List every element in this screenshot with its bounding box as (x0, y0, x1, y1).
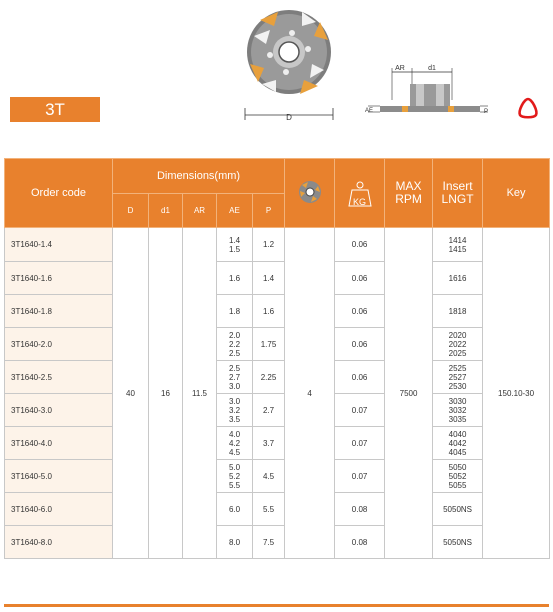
cell-line: 2.7 (228, 372, 241, 382)
cell-line: 2020 (448, 330, 467, 340)
header-sub-ar: AR (183, 194, 217, 228)
insert-cell (433, 228, 483, 262)
kg-cell: 0.06 (335, 361, 385, 394)
table-row (5, 460, 550, 493)
table-row (5, 295, 550, 328)
insert-cell (433, 526, 483, 559)
cell-line: 5.5 (228, 480, 241, 490)
header-dimensions: Dimensions(mm) (113, 159, 285, 194)
table-row (5, 328, 550, 361)
cell-line: 2525 (448, 363, 467, 373)
order-code-cell: 3T1640-5.0 (5, 460, 113, 493)
ae-cell (217, 328, 253, 361)
cell-line: 4.0 (228, 429, 241, 439)
ae-cell (217, 228, 253, 262)
order-code-cell: 3T1640-2.0 (5, 328, 113, 361)
order-code-cell: 3T1640-1.4 (5, 228, 113, 262)
p-cell: 4.5 (253, 460, 285, 493)
table-row (5, 493, 550, 526)
header-sub-p: P (253, 194, 285, 228)
insert-cell (433, 361, 483, 394)
insert-cell (433, 394, 483, 427)
ae-cell (217, 460, 253, 493)
insert-cell (433, 328, 483, 361)
cell-line: 4042 (448, 438, 467, 448)
ae-cell (217, 262, 253, 295)
cell-line: 3030 (448, 396, 467, 406)
cell-line: 1.5 (228, 244, 241, 254)
cell-line: 3.5 (228, 414, 241, 424)
cell-line: 5.0 (228, 462, 241, 472)
header-sub-d1: d1 (149, 194, 183, 228)
cell-line: 2527 (448, 372, 467, 382)
p-cell: 2.7 (253, 394, 285, 427)
kg-cell: 0.08 (335, 493, 385, 526)
cell-line: 3.0 (228, 396, 241, 406)
cell-line: 3035 (448, 414, 467, 424)
header-weight (335, 159, 385, 228)
cell-line: 3.2 (228, 405, 241, 415)
cell-line: 2.0 (228, 330, 241, 340)
cell-line: 1818 (448, 306, 467, 316)
bottom-rule (4, 604, 549, 607)
d-cell: 40 (113, 228, 149, 559)
ae-cell (217, 526, 253, 559)
cutter-profile-drawing (362, 60, 492, 130)
ae-cell (217, 427, 253, 460)
kg-cell: 0.06 (335, 295, 385, 328)
header-sub-ae: AE (217, 194, 253, 228)
ae-cell (217, 295, 253, 328)
cutter-icon (297, 179, 323, 205)
kg-cell: 0.07 (335, 460, 385, 493)
table-row (5, 228, 550, 262)
cell-line: 4.2 (228, 438, 241, 448)
insert-cell (433, 295, 483, 328)
max-rpm-cell: 7500 (385, 228, 433, 559)
cell-line: 1415 (448, 244, 467, 254)
kg-cell: 0.07 (335, 427, 385, 460)
p-cell: 1.4 (253, 262, 285, 295)
header-max-rpm (385, 159, 433, 228)
header-teeth (285, 159, 335, 228)
p-cell: 2.25 (253, 361, 285, 394)
spec-table (4, 158, 550, 559)
dim-label-d: D (286, 113, 292, 122)
cell-line: 3.0 (228, 381, 241, 391)
p-cell: 3.7 (253, 427, 285, 460)
kg-cell: 0.06 (335, 262, 385, 295)
insert-cell (433, 493, 483, 526)
header-max-rpm-line1: MAX (395, 179, 422, 193)
cell-line: 5.2 (228, 471, 241, 481)
header-order-code: Order code (5, 159, 113, 228)
cell-line: 1.8 (228, 306, 241, 316)
kg-cell: 0.06 (335, 328, 385, 361)
table-row (5, 262, 550, 295)
p-cell: 7.5 (253, 526, 285, 559)
product-title: 3T (10, 97, 100, 122)
dim-label-d1: d1 (428, 65, 436, 72)
cell-line: 5052 (448, 471, 467, 481)
p-cell: 1.2 (253, 228, 285, 262)
insert-cell (433, 427, 483, 460)
cell-line: 3032 (448, 405, 467, 415)
d1-cell: 16 (149, 228, 183, 559)
dim-label-ae: AE (365, 108, 374, 114)
cell-line: 4040 (448, 429, 467, 439)
header-max-rpm-line2: RPM (395, 192, 422, 206)
cell-line: 5050NS (443, 504, 473, 514)
key-cell: 150.10-30 (483, 228, 550, 559)
order-code-cell: 3T1640-4.0 (5, 427, 113, 460)
cell-line: 1.4 (228, 235, 241, 245)
cell-line: 5050 (448, 462, 467, 472)
header-sub-d: D (113, 194, 149, 228)
order-code-cell: 3T1640-8.0 (5, 526, 113, 559)
header-key: Key (483, 159, 550, 228)
ae-cell (217, 361, 253, 394)
table-row (5, 394, 550, 427)
table-row (5, 427, 550, 460)
cell-line: 4045 (448, 447, 467, 457)
table-row (5, 361, 550, 394)
order-code-cell: 3T1640-1.8 (5, 295, 113, 328)
cell-line: 2.5 (228, 363, 241, 373)
cell-line: 1.6 (228, 273, 241, 283)
header-insert (433, 159, 483, 228)
p-cell: 1.75 (253, 328, 285, 361)
cell-line: 8.0 (228, 537, 241, 547)
ae-cell (217, 394, 253, 427)
cell-line: 2530 (448, 381, 467, 391)
header-insert-line1: Insert (442, 179, 473, 193)
dim-label-ar: AR (395, 65, 405, 72)
cell-line: 6.0 (228, 504, 241, 514)
table-row (5, 526, 550, 559)
order-code-cell: 3T1640-1.6 (5, 262, 113, 295)
p-cell: 1.6 (253, 295, 285, 328)
order-code-cell: 3T1640-6.0 (5, 493, 113, 526)
cell-line: 2.2 (228, 339, 241, 349)
insert-cell (433, 460, 483, 493)
insert-shape-icon (515, 95, 541, 121)
cell-line: 2.5 (228, 348, 241, 358)
order-code-cell: 3T1640-2.5 (5, 361, 113, 394)
ae-cell (217, 493, 253, 526)
p-cell: 5.5 (253, 493, 285, 526)
insert-cell (433, 262, 483, 295)
header-insert-line2: LNGT (441, 192, 474, 206)
kg-cell: 0.08 (335, 526, 385, 559)
dim-label-p: P (484, 109, 489, 115)
cell-line: 5055 (448, 480, 467, 490)
header-kg-label: KG (353, 196, 367, 207)
cell-line: 1414 (448, 235, 467, 245)
spec-table-body (5, 228, 550, 559)
order-code-cell: 3T1640-3.0 (5, 394, 113, 427)
cell-line: 2025 (448, 348, 467, 358)
kg-cell: 0.06 (335, 228, 385, 262)
cell-line: 5050NS (443, 537, 473, 547)
cell-line: 1616 (448, 273, 467, 283)
kg-cell: 0.07 (335, 394, 385, 427)
cutter-top-view-illustration (240, 0, 338, 122)
ar-cell: 11.5 (183, 228, 217, 559)
cell-line: 2022 (448, 339, 467, 349)
teeth-cell: 4 (285, 228, 335, 559)
cell-line: 4.5 (228, 447, 241, 457)
